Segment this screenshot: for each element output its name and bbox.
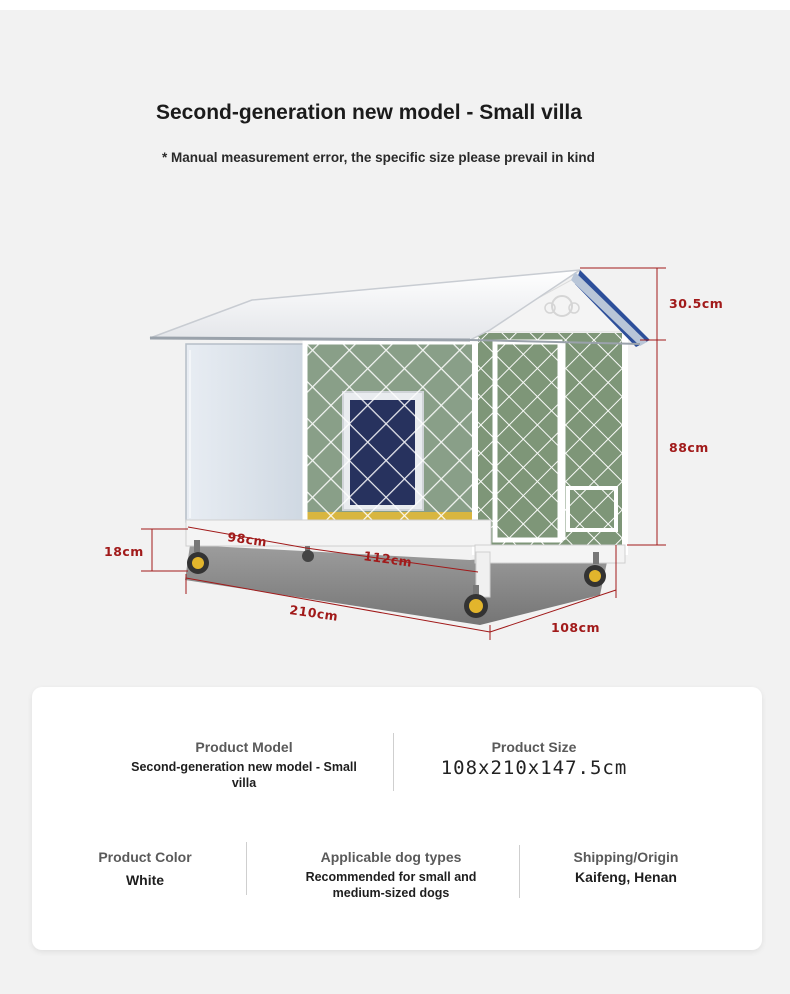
spec-shipping — [544, 848, 708, 885]
divider — [246, 842, 247, 895]
dim-wheel-height: 18cm — [104, 544, 144, 559]
spec-size-value: 108x210x147.5cm — [440, 757, 628, 779]
dim-front-mesh-length: 112cm — [362, 548, 414, 570]
side-panel — [186, 344, 304, 522]
spec-color-value: White — [125, 872, 165, 888]
spec-color-label: Product Color — [98, 849, 192, 865]
spec-dog-types-label: Applicable dog types — [320, 849, 462, 865]
spec-shipping-label: Shipping/Origin — [573, 849, 679, 865]
dim-side-panel-length: 98cm — [226, 529, 269, 550]
spec-shipping-value: Kaifeng, Henan — [575, 869, 677, 885]
measurement-note: * Manual measurement error, the specific size please prevail in kind — [162, 150, 595, 165]
spec-dog-types-value: Recommended for small and medium-sized dogs — [305, 870, 477, 900]
spec-model-value: Second-generation new model - Small villa — [131, 760, 357, 790]
dim-body-height: 88cm — [669, 440, 709, 455]
dim-roof-height: 30.5cm — [669, 296, 724, 311]
spec-color — [70, 848, 220, 888]
spec-model — [118, 738, 370, 791]
spec-card — [32, 687, 762, 950]
dim-total-length: 210cm — [288, 602, 340, 624]
dim-depth: 108cm — [551, 620, 601, 635]
spec-size — [416, 738, 652, 779]
spec-size-label: Product Size — [491, 739, 577, 755]
divider — [393, 733, 394, 791]
divider — [519, 845, 520, 898]
spec-dog-types — [278, 848, 504, 901]
page-title: Second-generation new model - Small villa — [156, 101, 582, 124]
spec-model-label: Product Model — [195, 739, 293, 755]
